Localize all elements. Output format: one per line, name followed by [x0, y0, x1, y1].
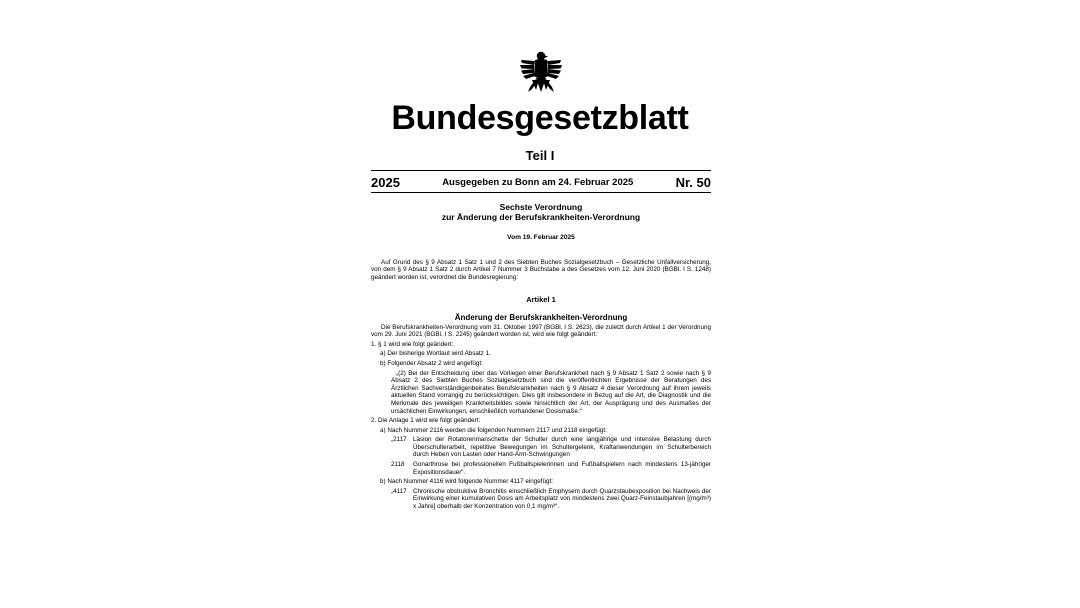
list-item-2a: a) Nach Nummer 2116 werden die folgenden Nummern 2117 und 2118 eingefügt:: [380, 426, 607, 434]
issue-line: [371, 174, 711, 190]
entry-text: Läsion der Rotatorenmanschette der Schulter durch eine langjährige und intensive Belastung durch Überschulterarbeit, repetitive Bewegungen im Schultergelenk, Kraftanwendungen im Schulterbereich durch Heben von Lasten oder Hand-Arm-Schwingungen: [413, 436, 711, 459]
list-item-1: 1. § 1 wird wie folgt geändert:: [371, 340, 454, 348]
article-heading: Änderung der Berufskrankheiten-Verordnung: [454, 312, 628, 322]
regulation-title-line2: zur Änderung der Berufskrankheiten-Verordnung: [441, 212, 641, 222]
list-item-1b: b) Folgender Absatz 2 wird angefügt:: [380, 359, 483, 367]
gazette-part: Teil I: [525, 148, 555, 163]
document-body: [371, 202, 711, 511]
entry-number: „2117: [391, 436, 407, 444]
header-rule-top: [371, 170, 711, 171]
issue-date: Ausgegeben zu Bonn am 24. Februar 2025: [442, 176, 634, 188]
entry-text: Gonarthrose bei professionellen Fußballspielerinnen und Fußballspielern nach mindestens 13-jähriger Expositionsdauer“.: [413, 461, 711, 476]
entry-text: Chronische obstruktive Bronchitis einschließlich Emphysem durch Quarzstaubexposition bei Nachweis der Einwirkung einer kumulativen Dosis am Arbeitsplatz von mindestens zwei Quarz-Feinstaubjahren [(mg/m³) x Jahre] oberhalb der Konzentration von 0,1 mg/m³“.: [413, 487, 711, 511]
paragraph-2-text: „(2) Bei der Entscheidung über das Vorliegen einer Berufskrankheit nach § 9 Absatz 1 Satz 2 sowie nach § 9 Absatz 2 des Siebten Buches Sozialgesetzbuch sind die veröffentlichten Ergebnisse der Beratungen des Ärztlichen Sachverständigenbeirates Berufskrankheiten nach § 9 Absatz 4 dieser Verordnung auf ihrem jeweils aktuellen Stand vorrangig zu berücksichtigen. Dies gilt insbesondere in Bezug auf die Art, die Diagnostik und die Merkmale des jeweiligen Krankheitsbildes sowie hinsichtlich der Art, der Ausprägung und des Ausmaßes der ursächlichen Einwirkungen, einschließlich vorhandener Dosismaße.“: [391, 369, 711, 415]
entry-4117: [391, 488, 711, 511]
federal-eagle-icon: [518, 50, 564, 98]
list-item-2: 2. Die Anlage 1 wird wie folgt geändert:: [371, 417, 481, 425]
article-intro: Die Berufskrankheiten-Verordnung vom 31. Oktober 1997 (BGBl. I S. 2623), die zuletzt durch Artikel 1 der Verordnung vom 29. Juni 2021 (BGBl. I S. 2245) geändert worden ist, wird wie folgt geändert:: [371, 323, 711, 339]
entry-number: 2118: [391, 461, 405, 469]
list-item-1a: a) Der bisherige Wortlaut wird Absatz 1.: [380, 350, 491, 358]
list-item-2b: b) Nach Nummer 4116 wird folgende Nummer 4117 eingefügt:: [380, 478, 554, 486]
entry-2118: [391, 461, 711, 476]
issue-number: Nr. 50: [675, 174, 711, 190]
issue-year: 2025: [371, 174, 400, 190]
article-label: Artikel 1: [526, 295, 556, 305]
regulation-date: Vom 19. Februar 2025: [507, 234, 575, 241]
preamble: Auf Grund des § 9 Absatz 1 Satz 1 und 2 des Siebten Buches Sozialgesetzbuch – Gesetzliche Unfallversicherung, von dem § 9 Absatz 1 Satz 2 durch Artikel 7 Nummer 3 Buchstabe a des Gesetzes vom 12. Juni 2020 (BGBl. I S. 1248) geändert worden ist, verordnet die Bundesregierung:: [371, 258, 711, 281]
entry-2117: [391, 436, 711, 459]
header-rule-bottom: [371, 192, 711, 193]
entry-number: „4117: [391, 487, 407, 495]
gazette-title: Bundesgesetzblatt: [391, 99, 689, 137]
regulation-title-line1: Sechste Verordnung: [499, 202, 583, 212]
